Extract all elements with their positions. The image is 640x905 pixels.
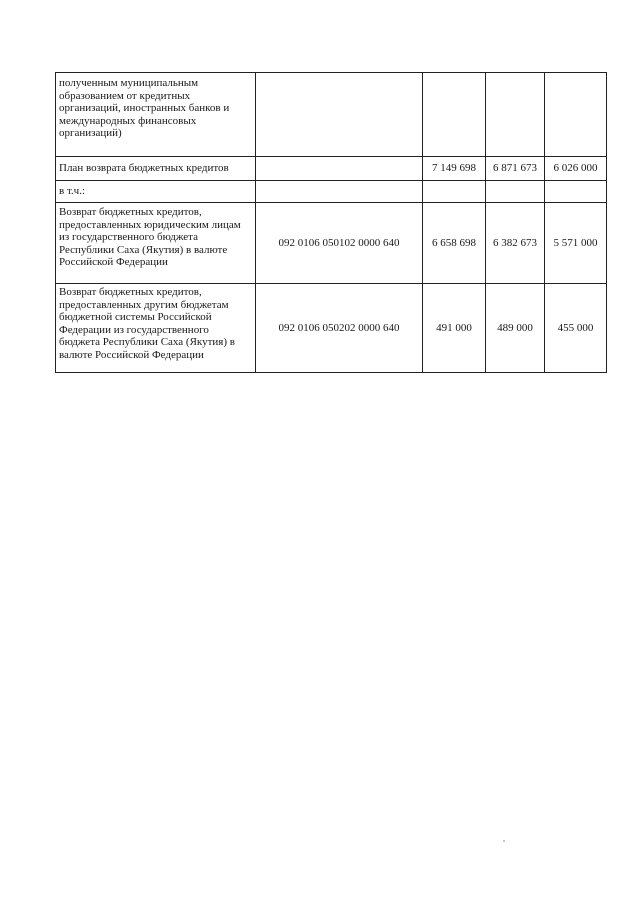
scan-dot [503,840,505,842]
row-value-year3 [545,181,607,203]
row-value-year3 [545,73,607,157]
row-value-year3: 6 026 000 [545,157,607,181]
table-row [56,157,607,181]
row-code [256,181,423,203]
row-code [256,73,423,157]
row-value-year2 [486,181,545,203]
row-value-year2: 489 000 [486,284,545,373]
table-row [56,181,607,203]
row-value-year1 [423,181,486,203]
budget-table [55,72,607,373]
row-value-year2: 6 382 673 [486,203,545,284]
table-row [56,73,607,157]
row-value-year3: 5 571 000 [545,203,607,284]
table-row [56,203,607,284]
row-value-year1 [423,73,486,157]
row-description: в т.ч.: [56,181,256,203]
row-value-year2 [486,73,545,157]
row-value-year1: 7 149 698 [423,157,486,181]
row-code [256,157,423,181]
row-code: 092 0106 050202 0000 640 [256,284,423,373]
row-value-year2: 6 871 673 [486,157,545,181]
row-value-year1: 491 000 [423,284,486,373]
row-description: полученным муниципальным образованием от кредитных организаций, иностранных банков и международных финансовых организаций) [56,73,256,157]
table-row [56,284,607,373]
row-value-year3: 455 000 [545,284,607,373]
row-value-year1: 6 658 698 [423,203,486,284]
row-description: План возврата бюджетных кредитов [56,157,256,181]
row-code: 092 0106 050102 0000 640 [256,203,423,284]
row-description: Возврат бюджетных кредитов, предоставленных юридическим лицам из государственного бюджета Республики Саха (Якутия) в валюте Российской Федерации [56,203,256,284]
row-description: Возврат бюджетных кредитов, предоставленных другим бюджетам бюджетной системы Российской Федерации из государственного бюджета Республики Саха (Якутия) в валюте Российской Федерации [56,284,256,373]
